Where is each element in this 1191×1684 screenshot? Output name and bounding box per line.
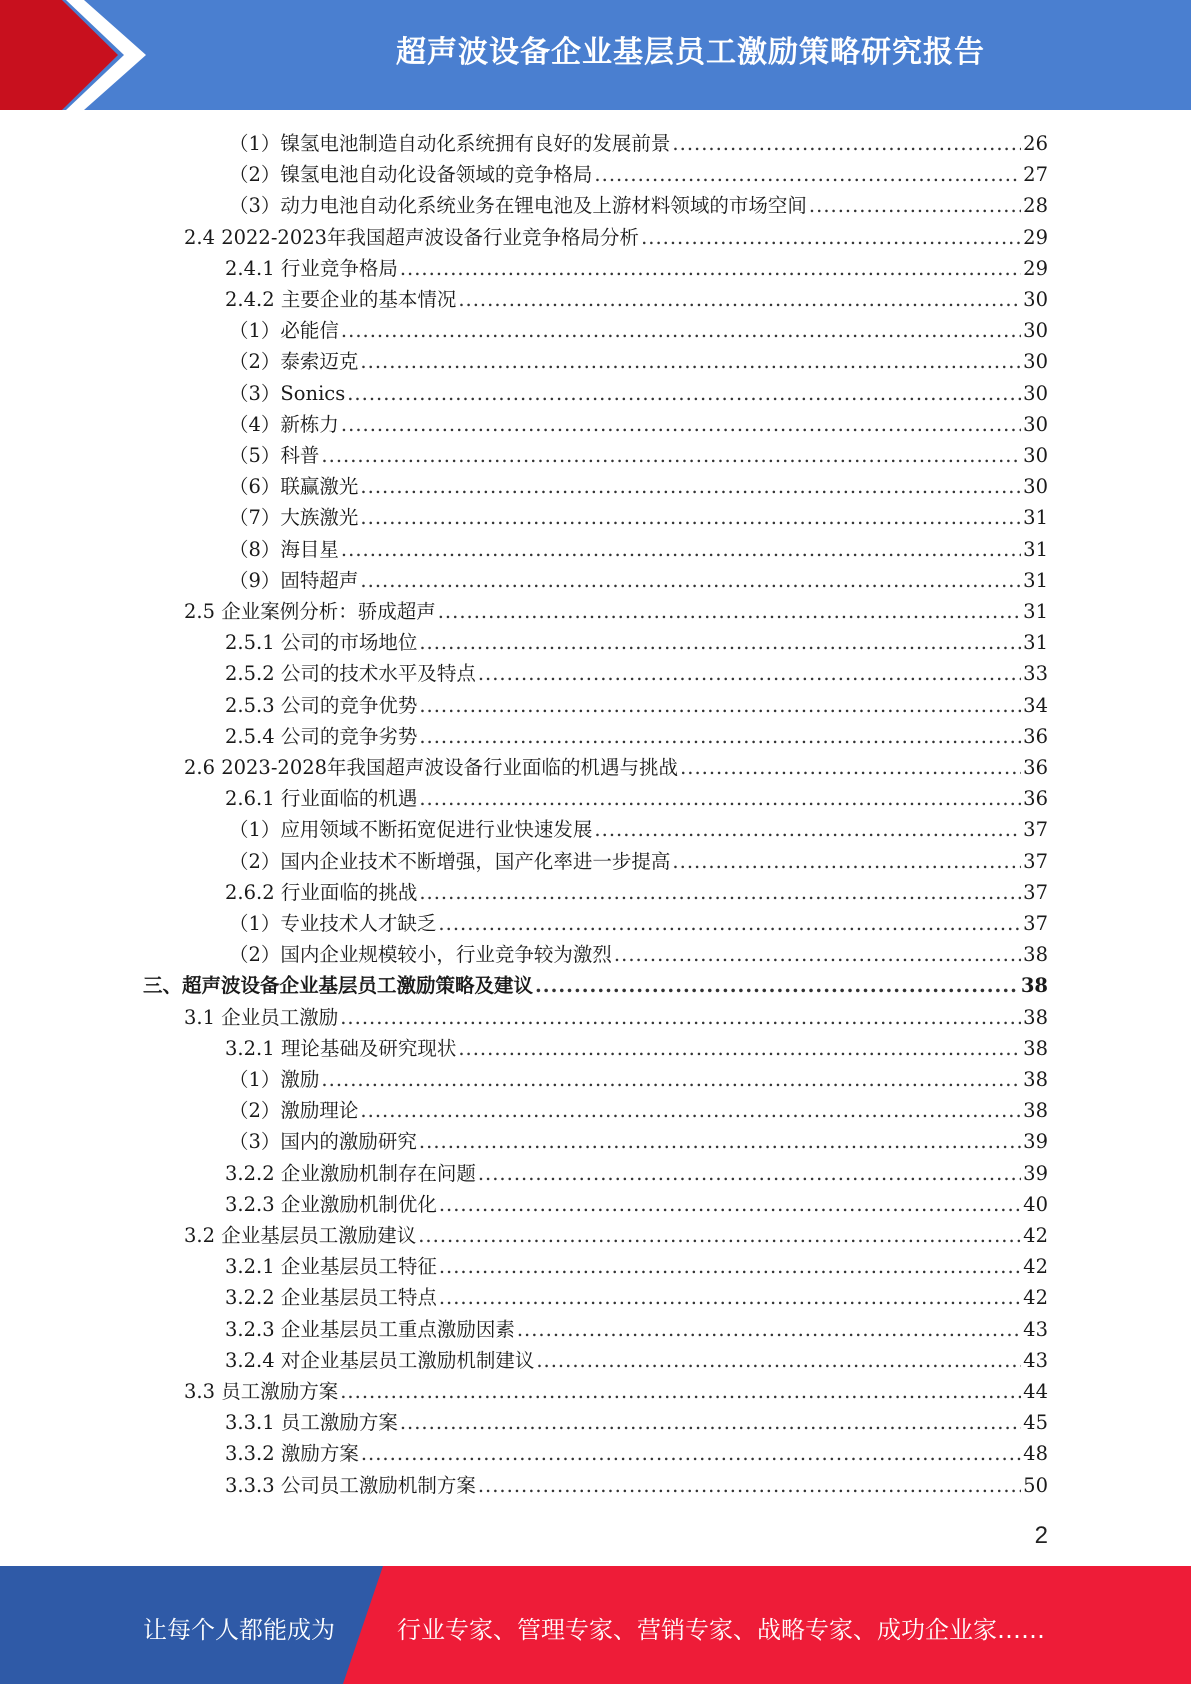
- toc-entry[interactable]: [225, 627, 1048, 658]
- toc-entry-page: 36: [1023, 724, 1048, 748]
- toc-leader-dots: [321, 444, 1021, 467]
- toc-leader-dots: [438, 912, 1021, 935]
- toc-entry-page: 40: [1023, 1192, 1048, 1216]
- toc-entry[interactable]: [225, 1438, 1048, 1469]
- toc-entry[interactable]: [225, 783, 1048, 814]
- toc-entry-label: （1）激励: [229, 1068, 320, 1091]
- page-footer: [0, 1566, 1191, 1684]
- toc-entry[interactable]: [225, 253, 1048, 284]
- toc-entry-page: 30: [1023, 381, 1048, 405]
- toc-leader-dots: [419, 725, 1021, 748]
- toc-entry[interactable]: [225, 1470, 1048, 1501]
- toc-leader-dots: [418, 1224, 1021, 1247]
- toc-entry[interactable]: [184, 752, 1048, 783]
- toc-entry-page: 45: [1023, 1411, 1048, 1435]
- toc-leader-dots: [419, 1130, 1021, 1153]
- toc-entry-label: （5）科普: [229, 444, 320, 467]
- toc-leader-dots: [419, 694, 1021, 717]
- toc-entry[interactable]: [229, 1064, 1048, 1095]
- toc-entry[interactable]: [229, 814, 1048, 845]
- toc-leader-dots: [439, 1255, 1021, 1278]
- toc-leader-dots: [400, 1411, 1021, 1434]
- toc-entry[interactable]: [225, 1282, 1048, 1313]
- toc-entry-label: 3.1 企业员工激励: [184, 1005, 339, 1029]
- toc-entry-label: 2.6.2 行业面临的挑战: [225, 880, 418, 904]
- toc-entry-page: 29: [1023, 256, 1048, 280]
- toc-entry-label: 2.4 2022-2023年我国超声波设备行业竞争格局分析: [184, 225, 640, 249]
- toc-entry[interactable]: [229, 534, 1048, 565]
- toc-leader-dots: [438, 600, 1021, 623]
- footer-slogan-left: 让每个人都能成为: [143, 1616, 335, 1644]
- toc-entry-label: （2）泰索迈克: [229, 350, 359, 374]
- toc-entry-label: 2.4.2 主要企业的基本情况: [225, 288, 457, 311]
- header-arrow-graphic: [0, 0, 260, 110]
- toc-entry[interactable]: [229, 378, 1048, 409]
- toc-entry[interactable]: [225, 1189, 1048, 1220]
- toc-leader-dots: [641, 226, 1021, 249]
- toc-leader-dots: [341, 413, 1021, 436]
- toc-entry-label: 3.2 企业基层员工激励建议: [184, 1224, 417, 1247]
- toc-entry-page: 42: [1023, 1224, 1048, 1247]
- toc-entry[interactable]: [184, 1220, 1048, 1251]
- toc-entry-page: 37: [1023, 849, 1048, 873]
- toc-entry-label: （8）海目星: [229, 537, 339, 561]
- toc-entry-label: 3.2.2 企业激励机制存在问题: [225, 1161, 476, 1185]
- toc-entry-label: 3.2.1 企业基层员工特征: [225, 1255, 437, 1279]
- toc-leader-dots: [419, 631, 1021, 654]
- toc-entry-label: （7）大族激光: [229, 506, 359, 530]
- toc-entry-label: （3）动力电池自动化系统业务在锂电池及上游材料领域的市场空间: [229, 194, 807, 218]
- toc-entry-page: 37: [1023, 880, 1048, 904]
- toc-leader-dots: [360, 475, 1021, 498]
- toc-leader-dots: [340, 1380, 1021, 1403]
- toc-entry[interactable]: [184, 1376, 1048, 1407]
- toc-leader-dots: [419, 787, 1021, 810]
- toc-leader-dots: [672, 132, 1021, 155]
- toc-entry[interactable]: [225, 877, 1048, 908]
- toc-entry-label: （1）专业技术人才缺乏: [229, 912, 437, 935]
- toc-entry-label: 2.6 2023-2028年我国超声波设备行业面临的机遇与挑战: [184, 756, 679, 779]
- toc-entry[interactable]: [225, 1345, 1048, 1376]
- toc-entry-page: 27: [1023, 163, 1048, 187]
- toc-leader-dots: [458, 288, 1021, 311]
- toc-entry-label: （6）联赢激光: [229, 475, 359, 499]
- toc-entry-page: 38: [1023, 1036, 1048, 1060]
- toc-entry-label: （4）新栋力: [229, 412, 339, 436]
- toc-entry[interactable]: [225, 1314, 1048, 1345]
- toc-entry-page: 38: [1023, 1005, 1048, 1029]
- toc-entry-label: （1）应用领域不断拓宽促进行业快速发展: [229, 818, 593, 842]
- toc-entry-page: 26: [1023, 132, 1048, 155]
- toc-leader-dots: [614, 943, 1021, 966]
- toc-leader-dots: [478, 1162, 1021, 1185]
- toc-leader-dots: [517, 1318, 1021, 1341]
- toc-entry-label: 三、超声波设备企业基层员工激励策略及建议: [143, 974, 534, 998]
- toc-entry[interactable]: [229, 1126, 1048, 1157]
- toc-entry[interactable]: [229, 471, 1048, 502]
- toc-entry[interactable]: [225, 1251, 1048, 1282]
- toc-leader-dots: [439, 1193, 1021, 1216]
- toc-entry-page: 30: [1023, 444, 1048, 467]
- toc-entry[interactable]: [229, 939, 1048, 970]
- toc-entry-label: （3）国内的激励研究: [229, 1130, 417, 1154]
- toc-entry[interactable]: [225, 284, 1048, 315]
- toc-entry-page: 39: [1023, 1161, 1048, 1185]
- toc-entry-page: 31: [1023, 537, 1048, 561]
- toc-entry-label: 3.3.3 公司员工激励机制方案: [225, 1473, 476, 1497]
- toc-entry-page: 38: [1020, 974, 1048, 998]
- toc-entry-page: 33: [1023, 662, 1048, 686]
- toc-entry-label: 3.3 员工激励方案: [184, 1380, 339, 1403]
- toc-leader-dots: [536, 1349, 1021, 1372]
- toc-entry[interactable]: [229, 440, 1048, 471]
- toc-entry[interactable]: [229, 190, 1048, 221]
- toc-entry-page: 37: [1023, 912, 1048, 935]
- toc-entry-page: 39: [1023, 1130, 1048, 1154]
- report-title: 超声波设备企业基层员工激励策略研究报告: [396, 35, 985, 70]
- toc-leader-dots: [400, 257, 1021, 280]
- toc-entry[interactable]: [184, 222, 1048, 253]
- toc-entry-page: 29: [1023, 225, 1048, 249]
- page-number: 2: [1034, 1522, 1048, 1549]
- toc-leader-dots: [360, 350, 1021, 373]
- toc-entry-page: 34: [1023, 693, 1048, 717]
- toc-entry[interactable]: [225, 658, 1048, 689]
- toc-leader-dots: [360, 569, 1021, 592]
- toc-entry-label: 2.5.4 公司的竞争劣势: [225, 724, 418, 748]
- toc-entry-label: 3.2.1 理论基础及研究现状: [225, 1036, 457, 1060]
- toc-entry[interactable]: [225, 1033, 1048, 1064]
- toc-entry-label: 3.2.3 企业基层员工重点激励因素: [225, 1317, 515, 1341]
- toc-entry-page: 28: [1023, 194, 1048, 218]
- toc-entry-label: 3.3.1 员工激励方案: [225, 1411, 398, 1435]
- toc-entry[interactable]: [229, 128, 1048, 159]
- toc-entry-page: 48: [1023, 1442, 1048, 1466]
- toc-entry-label: （2）镍氢电池自动化设备领域的竞争格局: [229, 163, 593, 187]
- toc-entry[interactable]: [225, 721, 1048, 752]
- toc-leader-dots: [341, 319, 1021, 342]
- toc-entry-label: 2.5 企业案例分析：骄成超声: [184, 600, 436, 623]
- toc-entry-page: 30: [1023, 412, 1048, 436]
- toc-leader-dots: [360, 506, 1021, 529]
- toc-entry[interactable]: [225, 1158, 1048, 1189]
- toc-entry-page: 30: [1023, 350, 1048, 374]
- toc-entry-label: 3.2.4 对企业基层员工激励机制建议: [225, 1348, 535, 1372]
- toc-entry-page: 38: [1023, 1068, 1048, 1091]
- toc-leader-dots: [809, 194, 1021, 217]
- toc-entry-page: 31: [1023, 600, 1048, 623]
- toc-entry[interactable]: [229, 846, 1048, 877]
- toc-entry-page: 42: [1023, 1286, 1048, 1310]
- toc-leader-dots: [340, 1006, 1021, 1029]
- toc-entry-page: 38: [1023, 943, 1048, 967]
- toc-entry-label: 3.2.3 企业激励机制优化: [225, 1192, 437, 1216]
- toc-leader-dots: [321, 1068, 1021, 1091]
- toc-leader-dots: [680, 756, 1021, 779]
- toc-entry-page: 30: [1023, 288, 1048, 311]
- toc-entry-label: （2）激励理论: [229, 1099, 359, 1123]
- toc-entry-page: 31: [1023, 631, 1048, 655]
- toc-leader-dots: [535, 974, 1019, 997]
- toc-entry-label: 2.5.3 公司的竞争优势: [225, 693, 418, 717]
- toc-entry[interactable]: [229, 159, 1048, 190]
- toc-entry[interactable]: [225, 1407, 1048, 1438]
- toc-entry-page: 50: [1023, 1473, 1048, 1497]
- toc-entry-label: 3.3.2 激励方案: [225, 1442, 359, 1466]
- toc-entry-label: （2）国内企业技术不断增强，国产化率进一步提高: [229, 849, 671, 873]
- toc-entry-page: 31: [1023, 568, 1048, 592]
- toc-leader-dots: [419, 881, 1021, 904]
- toc-entry-label: （1）必能信: [229, 319, 339, 343]
- toc-entry[interactable]: [143, 970, 1048, 1001]
- toc-entry-label: （9）固特超声: [229, 568, 359, 592]
- toc-leader-dots: [672, 850, 1021, 873]
- toc-entry-label: 2.5.2 公司的技术水平及特点: [225, 662, 476, 686]
- toc-entry-label: 2.6.1 行业面临的机遇: [225, 787, 418, 811]
- toc-entry-label: 3.2.2 企业基层员工特点: [225, 1286, 437, 1310]
- toc-entry-page: 30: [1023, 475, 1048, 499]
- toc-leader-dots: [478, 1474, 1021, 1497]
- toc-entry[interactable]: [229, 409, 1048, 440]
- toc-entry-page: 31: [1023, 506, 1048, 530]
- toc-leader-dots: [594, 818, 1021, 841]
- toc-leader-dots: [594, 163, 1021, 186]
- toc-entry-page: 43: [1023, 1317, 1048, 1341]
- toc-entry-label: （3）Sonics: [229, 381, 346, 405]
- toc-leader-dots: [478, 662, 1021, 685]
- toc-leader-dots: [458, 1037, 1021, 1060]
- toc-leader-dots: [439, 1286, 1021, 1309]
- toc-entry-label: （2）国内企业规模较小，行业竞争较为激烈: [229, 943, 612, 967]
- page-header: [0, 0, 1191, 110]
- toc-entry-label: 2.5.1 公司的市场地位: [225, 631, 418, 655]
- toc-entry[interactable]: [229, 1095, 1048, 1126]
- toc-leader-dots: [360, 1099, 1021, 1122]
- toc-entry[interactable]: [229, 346, 1048, 377]
- toc-leader-dots: [341, 538, 1021, 561]
- toc-entry-page: 30: [1023, 319, 1048, 343]
- toc-entry-page: 44: [1023, 1380, 1048, 1403]
- toc-entry-page: 36: [1023, 787, 1048, 811]
- toc-entry[interactable]: [184, 1002, 1048, 1033]
- toc-entry-page: 42: [1023, 1255, 1048, 1279]
- toc-entry[interactable]: [184, 596, 1048, 627]
- footer-slogan-right: 行业专家、管理专家、营销专家、战略专家、成功企业家……: [397, 1616, 1045, 1644]
- toc-entry-label: 2.4.1 行业竞争格局: [225, 256, 398, 280]
- toc-entry-page: 43: [1023, 1348, 1048, 1372]
- toc-entry[interactable]: [229, 565, 1048, 596]
- toc-leader-dots: [347, 382, 1021, 405]
- toc-entry[interactable]: [229, 908, 1048, 939]
- toc-leader-dots: [361, 1442, 1021, 1465]
- toc-entry-page: 38: [1023, 1099, 1048, 1123]
- toc-entry-page: 36: [1023, 756, 1048, 779]
- toc-entry[interactable]: [229, 502, 1048, 533]
- toc-entry[interactable]: [225, 690, 1048, 721]
- toc-entry-page: 37: [1023, 818, 1048, 842]
- toc-entry-label: （1）镍氢电池制造自动化系统拥有良好的发展前景: [229, 132, 671, 155]
- toc-entry[interactable]: [229, 315, 1048, 346]
